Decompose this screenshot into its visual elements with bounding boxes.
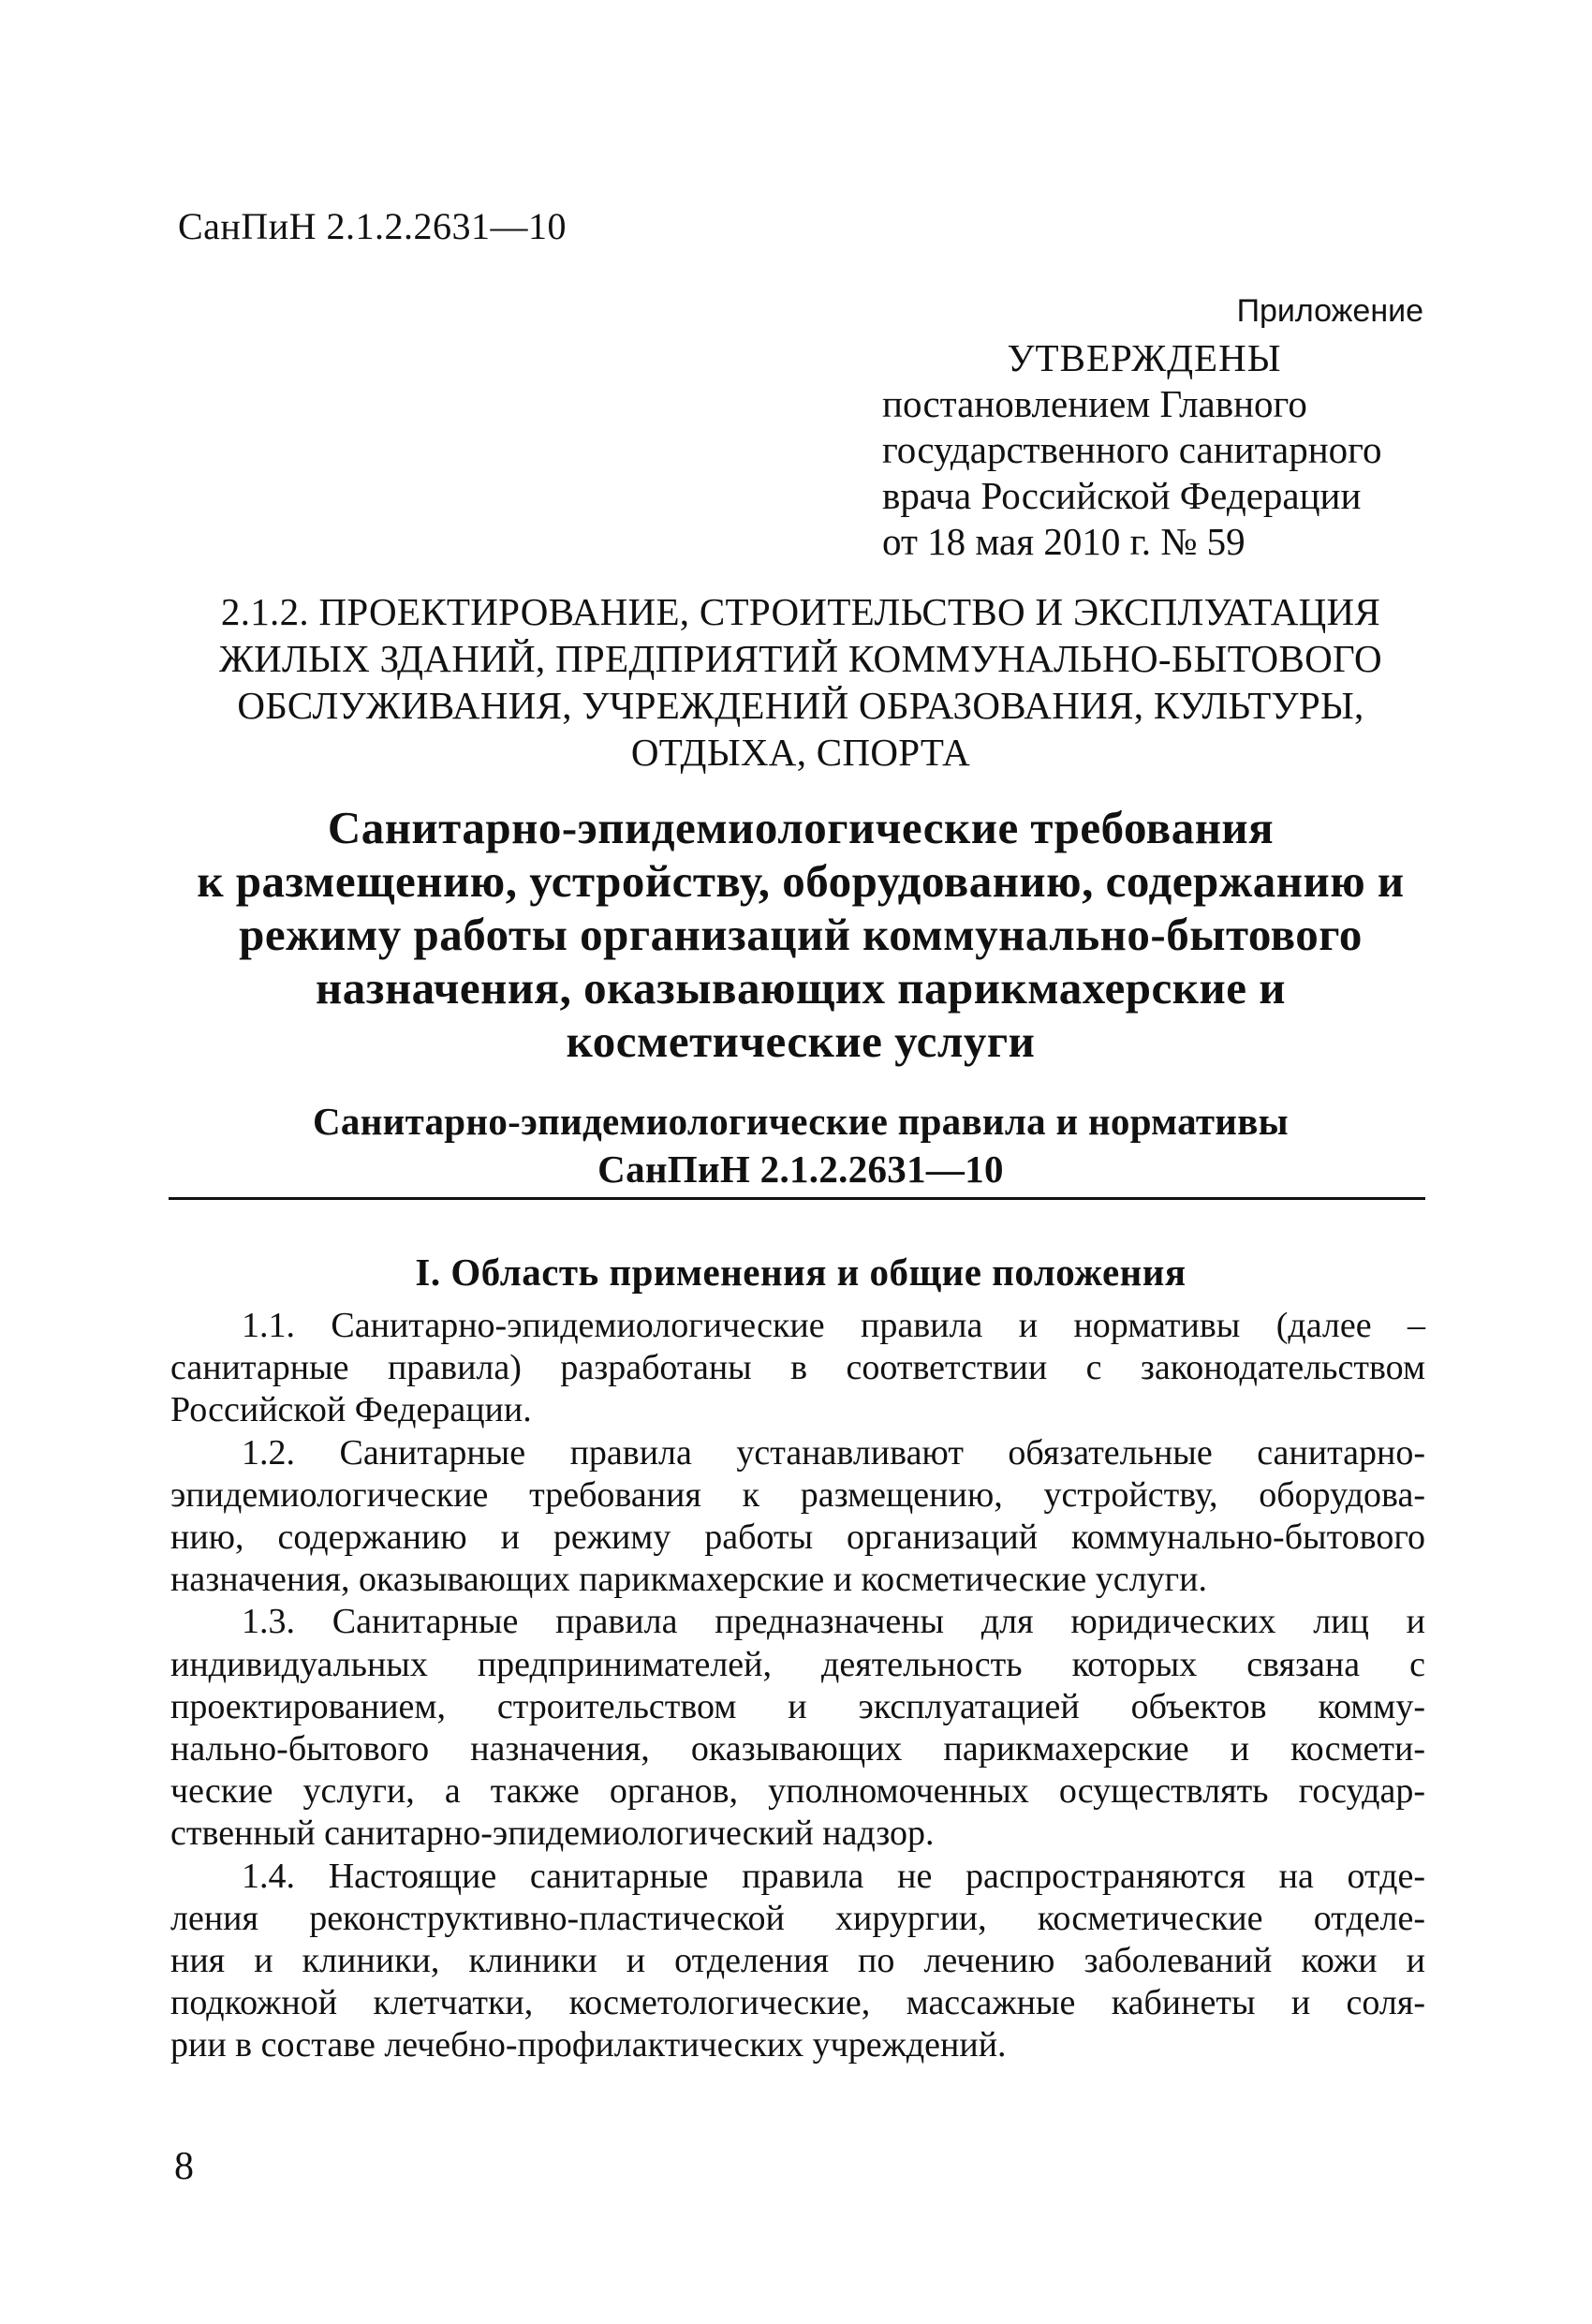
paragraph-1-2 [170, 1432, 1425, 1602]
text-line: ления реконструктивно-пластической хирургии, косметические отделе- [170, 1898, 1425, 1938]
approval-block [882, 335, 1481, 565]
text-line: назначения, оказывающих парикмахерские и косметические услуги. [170, 1560, 1207, 1600]
running-head: СанПиН 2.1.2.2631—10 [178, 205, 568, 247]
text-line: эпидемиологические требования к размещению, устройству, оборудова- [170, 1474, 1425, 1515]
text-line: подкожной клетчатки, косметологические, массажные кабинеты и соля- [170, 1983, 1425, 2023]
document-title-line: к размещению, устройству, оборудованию, содержанию и [197, 855, 1405, 907]
section-heading [178, 588, 1423, 776]
appendix-label: Приложение [1236, 293, 1423, 329]
approved-label: УТВЕРЖДЕНЫ [1007, 336, 1282, 379]
approval-line: врача Российской Федерации [882, 474, 1362, 517]
chapter-heading: I. Область применения и общие положения [415, 1251, 1187, 1294]
text-line: 1.1. Санитарно-эпидемиологические правила и нормативы (далее – [242, 1306, 1425, 1345]
text-line: нию, содержанию и режиму работы организаций коммунально-бытового [170, 1517, 1425, 1558]
text-line: Российской Федерации. [170, 1390, 532, 1430]
approval-line: государственного санитарного [882, 428, 1382, 471]
horizontal-rule [169, 1197, 1425, 1200]
document-title [169, 801, 1433, 1068]
paragraph-1-1 [170, 1305, 1425, 1432]
text-line: индивидуальных предпринимателей, деятельность которых связана с [170, 1644, 1425, 1684]
text-line: ческие услуги, а также органов, уполномоченных осуществлять государ- [170, 1771, 1425, 1812]
text-line: ственный санитарно-эпидемиологический надзор. [170, 1813, 935, 1854]
body-text [170, 1305, 1425, 2067]
paragraph-1-3 [170, 1601, 1425, 1855]
document-subtitle [169, 1098, 1433, 1193]
document-title-line: назначения, оказывающих парикмахерские и [316, 962, 1286, 1014]
document-title-line: режиму работы организаций коммунально-бытового [239, 909, 1363, 960]
section-heading-line: ОБСЛУЖИВАНИЯ, УЧРЕЖДЕНИЙ ОБРАЗОВАНИЯ, КУЛЬТУРЫ, [237, 684, 1364, 727]
page-number: 8 [174, 2145, 194, 2188]
section-heading-line: ОТДЫХА, СПОРТА [630, 731, 971, 774]
section-heading-line: ЖИЛЫХ ЗДАНИЙ, ПРЕДПРИЯТИЙ КОММУНАЛЬНО-БЫТОВОГО [219, 637, 1382, 680]
subtitle-line: СанПиН 2.1.2.2631—10 [597, 1147, 1004, 1191]
text-line: нально-бытового назначения, оказывающих парикмахерские и космети- [170, 1729, 1425, 1769]
document-title-line: Санитарно-эпидемиологические требования [327, 802, 1275, 853]
document-title-line: косметические услуги [566, 1015, 1036, 1067]
text-line: 1.2. Санитарные правила устанавливают обязательные санитарно- [242, 1432, 1425, 1473]
subtitle-line: Санитарно-эпидемиологические правила и нормативы [313, 1100, 1289, 1143]
text-line: 1.4. Настоящие санитарные правила не распространяются на отде- [242, 1856, 1425, 1896]
approval-line: постановлением Главного [882, 382, 1307, 425]
text-line: 1.3. Санитарные правила предназначены для юридических лиц и [242, 1602, 1425, 1642]
text-line: ния и клиники, клиники и отделения по лечению заболеваний кожи и [170, 1941, 1425, 1981]
section-heading-line: 2.1.2. ПРОЕКТИРОВАНИЕ, СТРОИТЕЛЬСТВО И ЭКСПЛУАТАЦИЯ [220, 590, 1381, 633]
approval-line: от 18 мая 2010 г. № 59 [882, 520, 1246, 563]
text-line: рии в составе лечебно-профилактических учреждений. [170, 2025, 1007, 2065]
text-line: проектированием, строительством и эксплуатацией объектов комму- [170, 1686, 1425, 1726]
paragraph-1-4 [170, 1856, 1425, 2067]
text-line: санитарные правила) разработаны в соответствии с законодательством [170, 1348, 1425, 1388]
